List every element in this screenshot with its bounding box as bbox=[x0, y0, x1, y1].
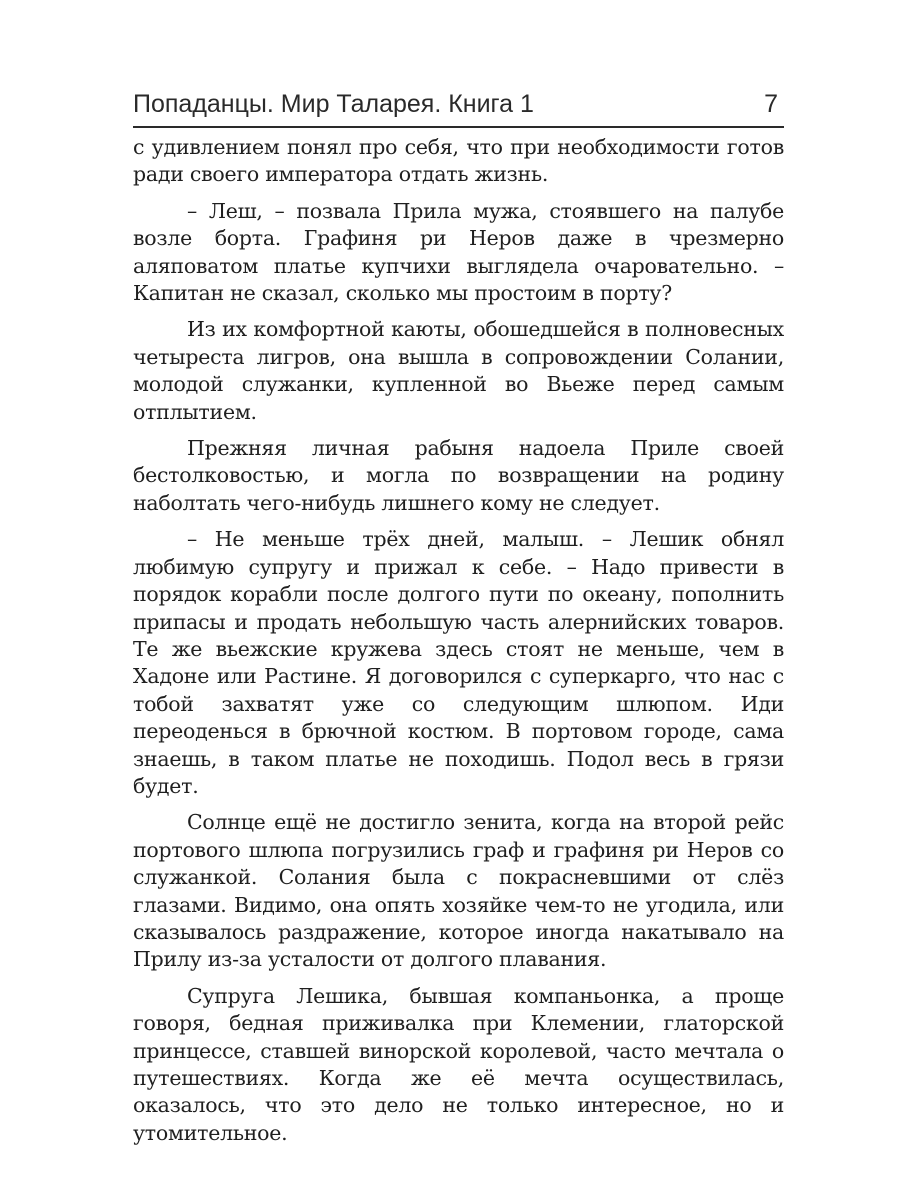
paragraph: Солнце ещё не достигло зенита, когда на второй рейс портового шлюпа погрузились граф и графиня ри Неров со служанкой. Солания была с покрасневшими от слёз глазами. Видимо, она опять хозяйке чем-то не угодила, или сказывалось раздражение, которое иногда накатывало на Прилу из-за усталости от долгого плавания. bbox=[133, 810, 784, 972]
paragraph: – Леш, – позвала Прила мужа, стоявшего на палубе возле борта. Графиня ри Неров даже в чрезмерно аляповатом платье купчихи выглядела очаровательно. – Капитан не сказал, сколько мы простоим в порту? bbox=[133, 198, 784, 306]
body-text bbox=[133, 134, 784, 1156]
paragraph: Из их комфортной каюты, обошедшейся в полновесных четыреста лигров, она вышла в сопровождении Солании, молодой служанки, купленной во Вьеже перед самым отплытием. bbox=[133, 317, 784, 424]
header-rule bbox=[133, 126, 784, 128]
running-title: Попаданцы. Мир Таларея. Книга 1 bbox=[133, 90, 534, 118]
paragraph: – Не меньше трёх дней, малыш. – Лешик обнял любимую супругу и прижал к себе. – Надо привести в порядок корабли после долгого пути по океану, пополнить припасы и продать небольшую часть алернийских товаров. Те же вьежские кружева здесь стоят не меньше, чем в Хадоне или Растине. Я договорился с суперкарго, что нас с тобой захватят уже со следующим шлюпом. Иди переоденься в брючной костюм. В портовом городе, сама знаешь, в таком платье не походишь. Подол весь в грязи будет. bbox=[133, 527, 784, 798]
page-number: 7 bbox=[764, 90, 778, 118]
paragraph: Прежняя личная рабыня надоела Приле своей бестолковостью, и могла по возвращении на родину наболтать чего-нибудь лишнего кому не следует. bbox=[133, 436, 784, 515]
running-header bbox=[133, 88, 784, 124]
paragraph: Супруга Лешика, бывшая компаньонка, а проще говоря, бедная приживалка при Клемении, глаторской принцессе, ставшей винорской королевой, часто мечтала о путешествиях. Когда же её мечта осуществилась, оказалось, что это дело не только интересное, но и утомительное. bbox=[133, 983, 784, 1145]
paragraph-continuation: с удивлением понял про себя, что при необходимости готов ради своего императора отдать жизнь. bbox=[133, 135, 784, 187]
